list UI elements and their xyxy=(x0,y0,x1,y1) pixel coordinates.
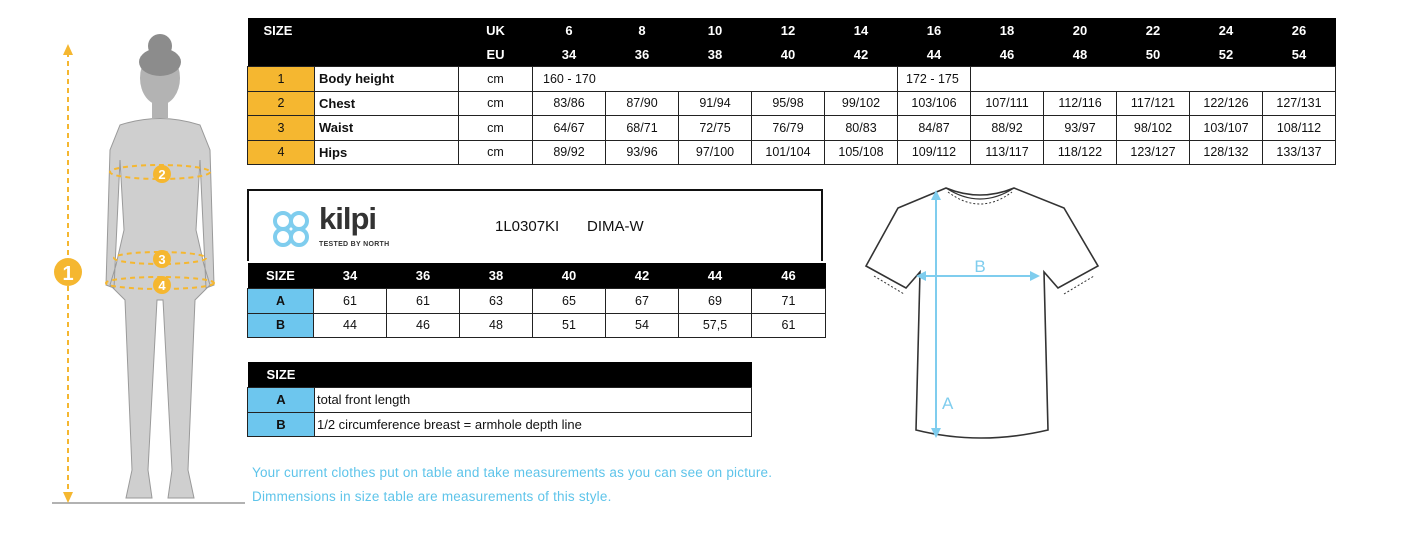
hips-marker: 4 xyxy=(158,278,166,293)
table-cell: 51 xyxy=(533,313,606,338)
table-cell: 68/71 xyxy=(606,116,679,141)
eu-size: 54 xyxy=(1291,46,1307,62)
measure-description: 1/2 circumference breast = armhole depth line xyxy=(315,412,752,437)
tshirt-label-b: B xyxy=(974,257,986,276)
uk-size: 8 xyxy=(638,22,646,38)
measure-label: Waist xyxy=(315,116,386,141)
eu-size: 40 xyxy=(780,46,796,62)
product-code: 1L0307KI xyxy=(495,218,560,235)
measure-key: A xyxy=(248,388,315,413)
table-cell: 63 xyxy=(460,289,533,314)
table-cell: 123/127 xyxy=(1117,140,1190,165)
table-cell: 122/126 xyxy=(1190,91,1263,116)
table-cell xyxy=(1044,67,1117,92)
table-cell: 67 xyxy=(606,289,679,314)
table-row xyxy=(248,412,752,437)
eu-label: EU xyxy=(486,46,505,62)
uk-size: 26 xyxy=(1291,22,1307,38)
measure-number: 3 xyxy=(248,116,315,141)
eu-size: 34 xyxy=(561,46,577,62)
table-cell: 44 xyxy=(314,313,387,338)
table-cell: 133/137 xyxy=(1263,140,1336,165)
table-row xyxy=(248,116,1336,141)
uk-size: 24 xyxy=(1218,22,1234,38)
legend-header-row xyxy=(248,362,752,388)
table-cell: 112/116 xyxy=(1044,91,1117,116)
table-cell: 91/94 xyxy=(679,91,752,116)
table-cell xyxy=(752,67,825,92)
uk-size: 20 xyxy=(1072,22,1088,38)
measure-key: B xyxy=(248,412,315,437)
table-cell: 101/104 xyxy=(752,140,825,165)
eu-size: 38 xyxy=(707,46,723,62)
table-cell: 118/122 xyxy=(1044,140,1117,165)
uk-size: 16 xyxy=(926,22,942,38)
table-row xyxy=(248,289,826,314)
table-cell: 87/90 xyxy=(606,91,679,116)
style-size: 44 xyxy=(679,263,752,289)
unit-cell: cm xyxy=(459,140,533,165)
table-cell: 88/92 xyxy=(971,116,1044,141)
table-cell: 61 xyxy=(314,289,387,314)
waist-marker: 3 xyxy=(158,252,166,267)
table-cell: 69 xyxy=(679,289,752,314)
brand-name: kilpi xyxy=(319,201,377,236)
table-cell xyxy=(1117,67,1190,92)
unit-cell: cm xyxy=(459,91,533,116)
table-cell: 72/75 xyxy=(679,116,752,141)
table-cell xyxy=(1190,67,1263,92)
table-cell: 105/108 xyxy=(825,140,898,165)
table-cell: 103/107 xyxy=(1190,116,1263,141)
table-cell: 98/102 xyxy=(1117,116,1190,141)
measure-key: A xyxy=(248,289,314,314)
table-row xyxy=(248,91,1336,116)
uk-size: 12 xyxy=(780,22,796,38)
eu-size: 46 xyxy=(999,46,1015,62)
table-cell xyxy=(606,67,679,92)
table-cell: 61 xyxy=(387,289,460,314)
table-cell: 46 xyxy=(387,313,460,338)
table-cell: 97/100 xyxy=(679,140,752,165)
table-cell xyxy=(679,67,752,92)
table-cell: 160 - 170 xyxy=(533,67,606,92)
measure-label: Hips xyxy=(315,140,386,165)
measure-number: 2 xyxy=(248,91,315,116)
table-cell: 109/112 xyxy=(898,140,971,165)
table-cell: 128/132 xyxy=(1190,140,1263,165)
table-cell: 65 xyxy=(533,289,606,314)
brand-tagline: TESTED BY NORTH xyxy=(319,241,390,248)
table-cell: 71 xyxy=(752,289,826,314)
product-name: DIMA-W xyxy=(587,218,644,235)
eu-size: 36 xyxy=(634,46,650,62)
table-cell xyxy=(825,67,898,92)
style-size: 42 xyxy=(606,263,679,289)
measure-number: 4 xyxy=(248,140,315,165)
table-cell: 54 xyxy=(606,313,679,338)
table-cell: 107/111 xyxy=(971,91,1044,116)
eu-size: 42 xyxy=(853,46,869,62)
style-size: 40 xyxy=(533,263,606,289)
table-cell: 61 xyxy=(752,313,826,338)
measurement-legend-table xyxy=(247,362,752,437)
table-cell: 84/87 xyxy=(898,116,971,141)
tshirt-label-a: A xyxy=(942,394,954,413)
table-cell: 117/121 xyxy=(1117,91,1190,116)
unit-cell: cm xyxy=(459,67,533,92)
table-cell xyxy=(1263,67,1336,92)
table-cell: 48 xyxy=(460,313,533,338)
style-size: 38 xyxy=(460,263,533,289)
style-size: 46 xyxy=(752,263,826,289)
instruction-note: Your current clothes put on table and take measurements as you can see on picture. xyxy=(252,465,773,480)
kilpi-knot-logo-icon xyxy=(267,205,315,253)
body-measurement-figure xyxy=(0,0,250,520)
style-size: 34 xyxy=(314,263,387,289)
uk-label: UK xyxy=(486,22,505,38)
table-cell: 127/131 xyxy=(1263,91,1336,116)
table-row xyxy=(248,67,1336,92)
measure-key: B xyxy=(248,313,314,338)
table-cell: 64/67 xyxy=(533,116,606,141)
main-size-table-body xyxy=(247,18,1336,165)
eu-size-row xyxy=(248,42,1336,67)
uk-size-row xyxy=(248,18,1336,42)
table-cell: 93/97 xyxy=(1044,116,1117,141)
table-row xyxy=(248,388,752,413)
uk-size: 6 xyxy=(565,22,573,38)
table-cell: 76/79 xyxy=(752,116,825,141)
table-cell: 108/112 xyxy=(1263,116,1336,141)
table-cell: 89/92 xyxy=(533,140,606,165)
tshirt-diagram xyxy=(860,180,1100,450)
style-size-table xyxy=(247,263,826,338)
uk-size: 22 xyxy=(1145,22,1161,38)
table-cell: 83/86 xyxy=(533,91,606,116)
measure-number: 1 xyxy=(248,67,315,92)
table-cell xyxy=(971,67,1044,92)
uk-size: 14 xyxy=(853,22,869,38)
table-cell: 95/98 xyxy=(752,91,825,116)
size-header: SIZE xyxy=(248,263,314,289)
size-header: SIZE xyxy=(263,22,293,38)
table-cell: 93/96 xyxy=(606,140,679,165)
measure-label: Body height xyxy=(315,67,386,92)
uk-size: 18 xyxy=(999,22,1015,38)
chest-marker: 2 xyxy=(158,167,166,182)
measure-label: Chest xyxy=(315,91,386,116)
table-cell: 103/106 xyxy=(898,91,971,116)
height-marker: 1 xyxy=(62,263,74,285)
table-row xyxy=(248,140,1336,165)
style-size-header-row xyxy=(248,263,826,289)
product-header xyxy=(247,189,823,261)
uk-size: 10 xyxy=(707,22,723,38)
table-cell: 99/102 xyxy=(825,91,898,116)
table-cell: 113/117 xyxy=(971,140,1044,165)
eu-size: 52 xyxy=(1218,46,1234,62)
eu-size: 44 xyxy=(926,46,942,62)
table-row xyxy=(248,313,826,338)
table-cell: 80/83 xyxy=(825,116,898,141)
eu-size: 50 xyxy=(1145,46,1161,62)
table-cell: 172 - 175 xyxy=(898,67,971,92)
eu-size: 48 xyxy=(1072,46,1088,62)
style-size: 36 xyxy=(387,263,460,289)
measure-description: total front length xyxy=(315,388,752,413)
size-header: SIZE xyxy=(248,362,315,388)
unit-cell: cm xyxy=(459,116,533,141)
instruction-note: Dimmensions in size table are measurements of this style. xyxy=(252,489,612,504)
table-cell: 57,5 xyxy=(679,313,752,338)
